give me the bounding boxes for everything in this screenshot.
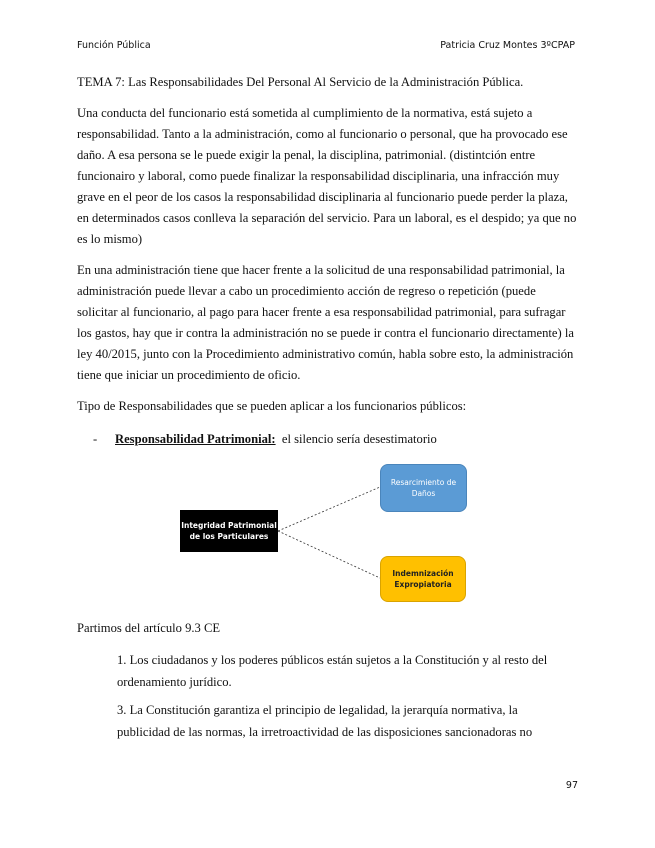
paragraph-3: Tipo de Responsabilidades que se pueden aplicar a los funcionarios públicos: [77, 399, 467, 413]
page-title: TEMA 7: Las Responsabilidades Del Personal Al Servicio de la Administración Pública. [77, 75, 524, 89]
article-item-1: 1. Los ciudadanos y los poderes públicos están sujetos a la Constitución y al resto del ordenamiento jurídico. [117, 653, 548, 689]
header-right: Patricia Cruz Montes 3ºCPAP [440, 40, 575, 51]
page-number: 97 [565, 780, 578, 791]
article-item-3: 3. La Constitución garantiza el principio de legalidad, la jerarquía normativa, la publicidad de las normas, la irretroactividad de las disposiciones sancionadoras no [117, 703, 533, 739]
body-text [77, 103, 578, 427]
diagram-bottom-box: Indemnización Expropiatoria [380, 556, 466, 602]
bullet-text: el silencio sería desestimatorio [281, 432, 437, 446]
diagram-main-box: Integridad Patrimonial de los Particulares [180, 510, 278, 552]
header-left: Función Pública [77, 40, 151, 51]
bullet-term: Responsabilidad Patrimonial: [115, 432, 276, 446]
article-items [117, 649, 567, 749]
paragraph-2: En una administración tiene que hacer frente a la solicitud de una responsabilidad patrimonial, la administración puede llevar a cabo un procedimiento acción de regreso o repetición (puede solicitar al funcionario, al pago para hacer frente a esa responsabilidad patrimonial, para sufragar los gastos, hay que ir contra la administración no se puede ir contra el funcionario directamente) la ley 40/2015, junto con la Procedimiento administrativo común, habla sobre esto, la administración tiene que iniciar un procedimiento de oficio. [77, 263, 574, 382]
diagram [180, 462, 470, 604]
bullet-item [93, 432, 437, 447]
bullet-dash: - [93, 432, 98, 446]
article-intro: Partimos del artículo 9.3 CE [77, 621, 221, 635]
connector-top [278, 487, 380, 531]
diagram-top-box: Resarcimiento de Daños [380, 464, 467, 512]
connector-bottom [278, 531, 380, 578]
paragraph-1: Una conducta del funcionario está sometida al cumplimiento de la normativa, está sujeto a responsabilidad. Tanto a la administración, como al funcionario o personal, que ha provocado ese daño. A esa persona se le puede exigir la penal, la disciplina, patrimonial. (distintción entre funcionairo y laboral, como puede finalizar la responsabilidad disciplinaria, una infracción muy grave en el peor de los casos la responsabilidad disciplinaria al funcionario puede perder la plaza, en determinados casos conlleva la separación del servicio. Para un laboral, es el despido; ya que no es lo mismo) [77, 106, 577, 246]
